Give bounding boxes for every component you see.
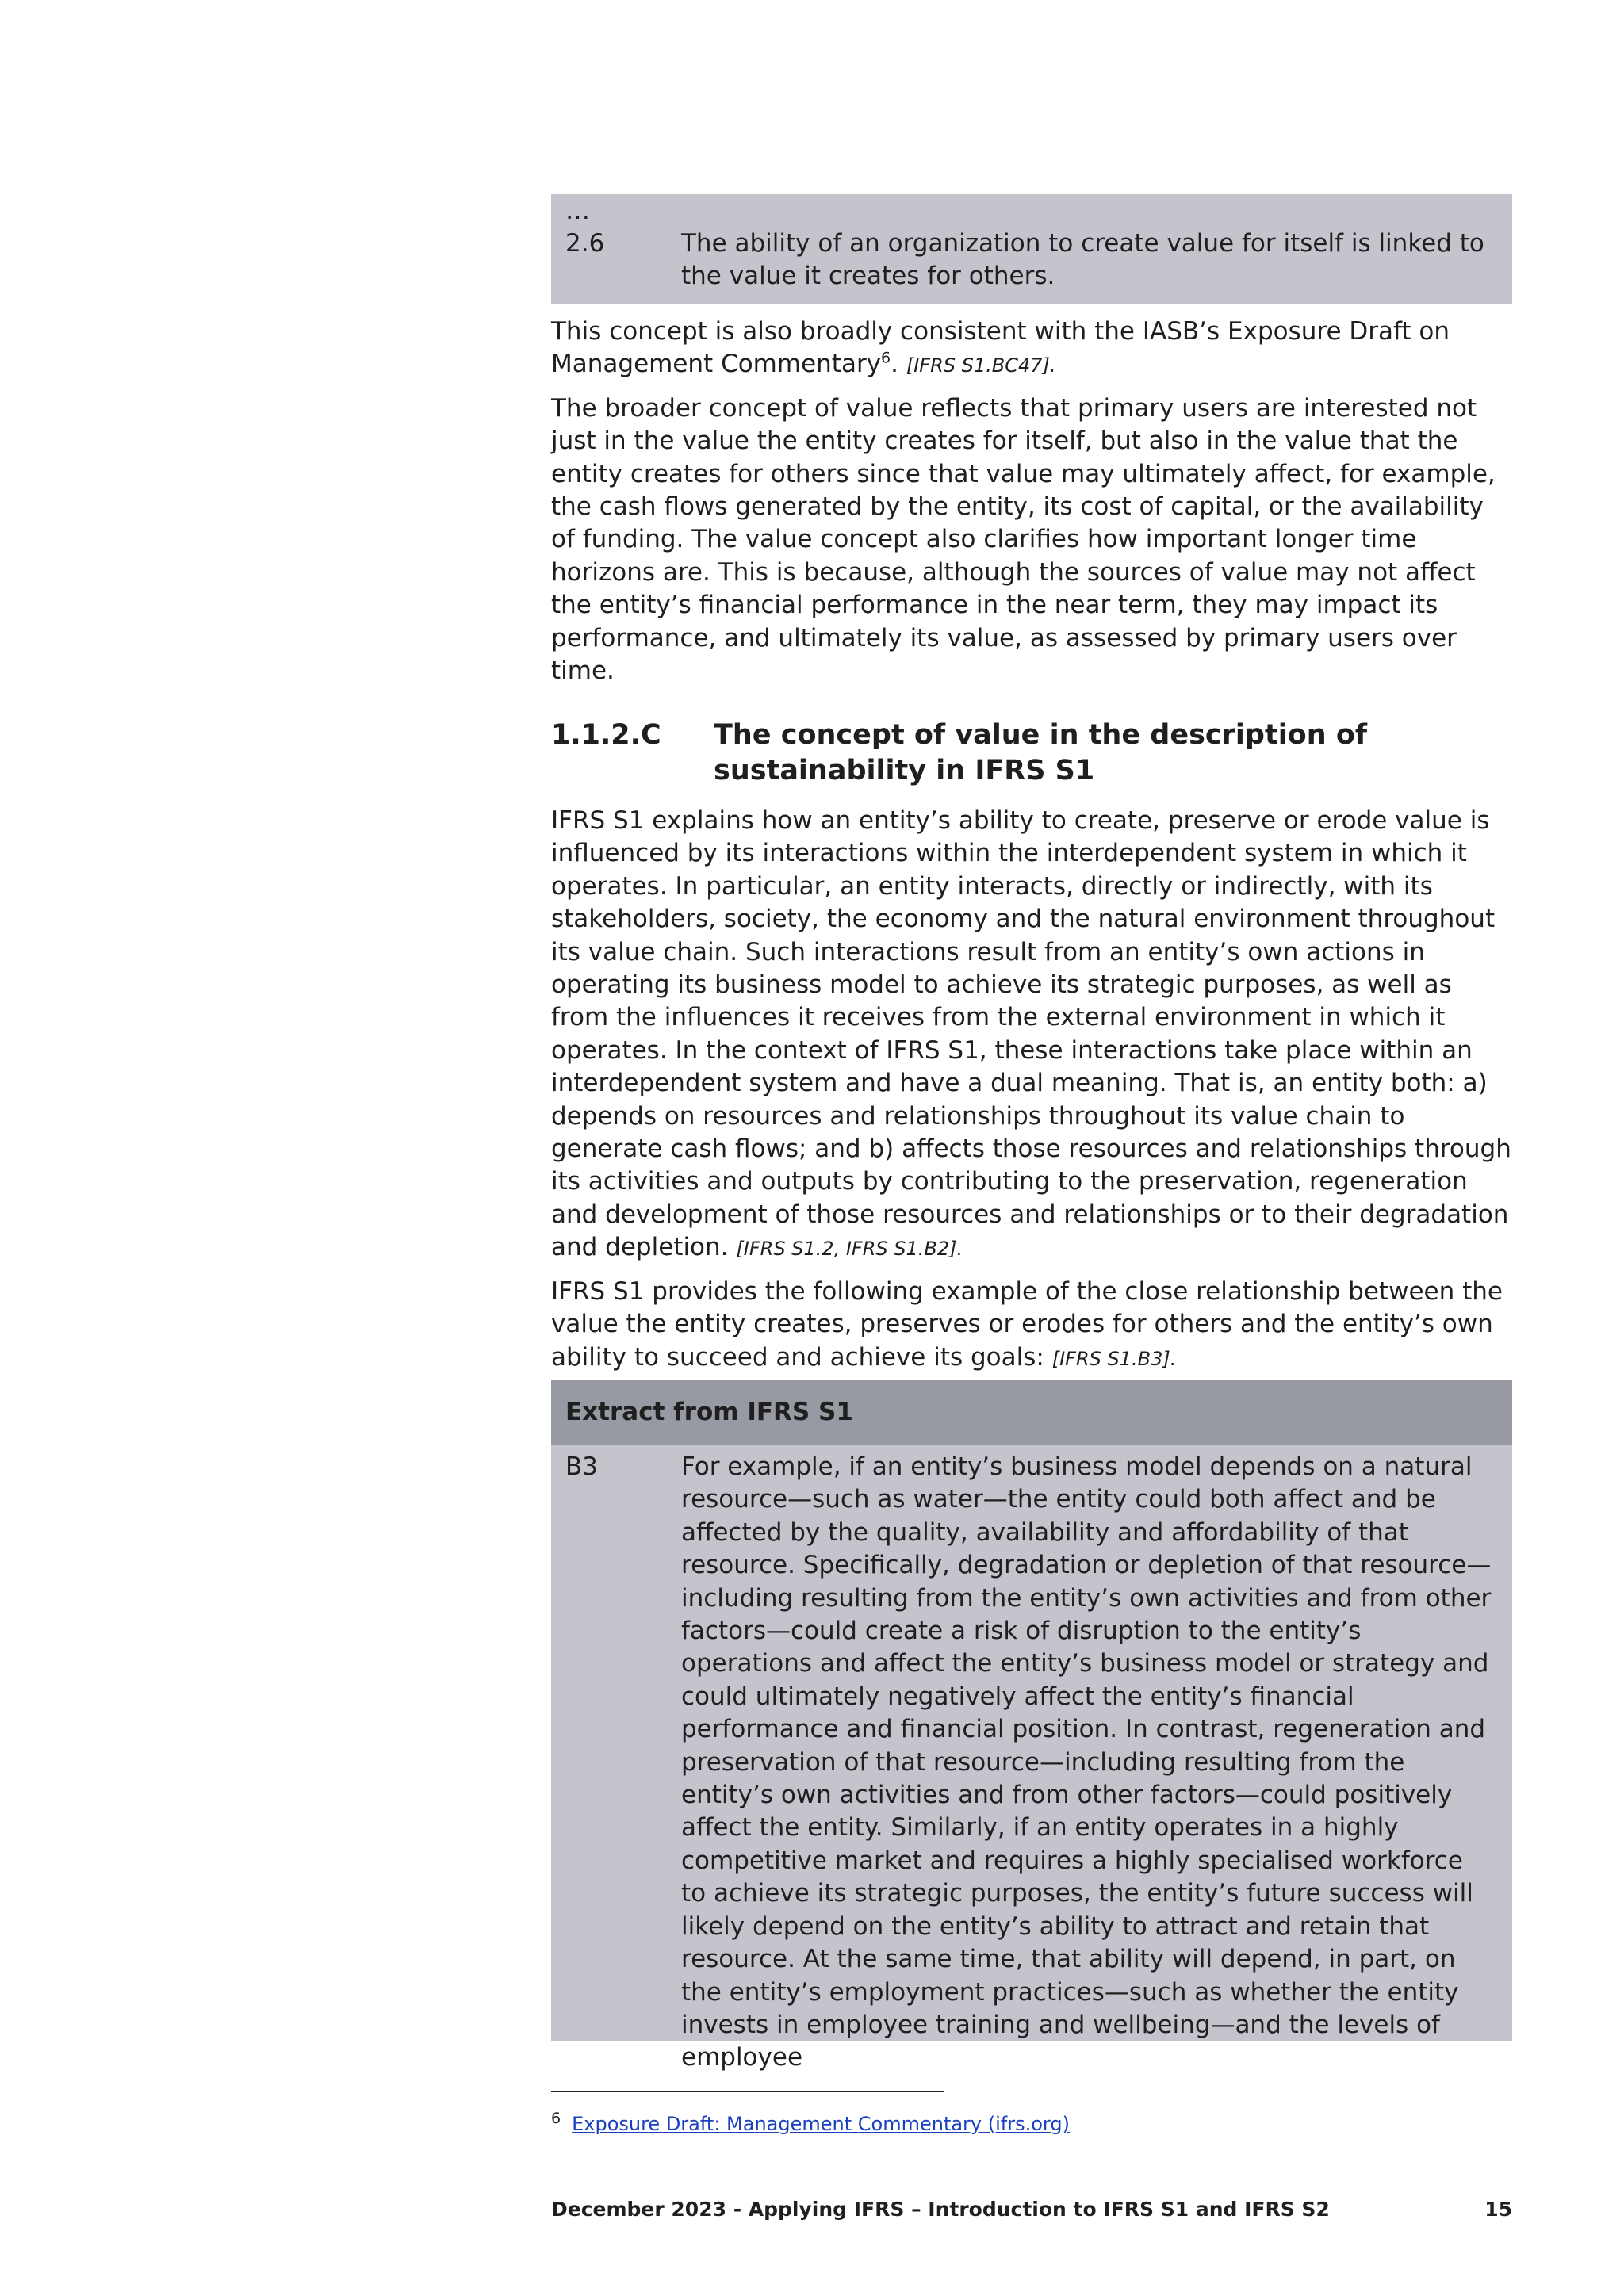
footnote-marker[interactable]: 6: [881, 350, 891, 368]
paragraph-number: B3: [565, 1452, 598, 1481]
reference-citation: [IFRS S1.B3].: [1051, 1347, 1177, 1370]
reference-citation: [IFRS S1.2, IFRS S1.B2].: [736, 1238, 963, 1261]
body-text-block: [551, 316, 1512, 687]
section-title: The concept of value in the description of sustainability in IFRS S1: [714, 719, 1368, 786]
paragraph-4-text: IFRS S1 provides the following example of the close relationship between the value the entity creates, preserves or erodes for others and the entity’s own ability to succeed and achieve its goals:: [551, 1276, 1503, 1372]
paragraph-1-text: This concept is also broadly consistent with the IASB’s Exposure Draft on Management Commentary: [551, 317, 1450, 379]
section-heading: [551, 718, 1512, 789]
paragraph-1: [551, 316, 1512, 383]
extract-header: Extract from IFRS S1: [551, 1380, 1512, 1445]
paragraph-4: [551, 1276, 1512, 1376]
footnote: [551, 2112, 1070, 2136]
paragraph-number: 2.6: [565, 229, 605, 258]
extract-paragraph: [565, 1451, 1495, 2075]
extract-body: [551, 1445, 1512, 2072]
footnote-link[interactable]: Exposure Draft: Management Commentary (ifrs.org): [572, 2113, 1070, 2135]
paragraph-text: For example, if an entity’s business model depends on a natural resource—such as water—the entity could both affect and be affected by the quality, availability and affordability of that resource. Specifically, degradation or depletion of that resource—including resulting from the entity’s own activities and from other factors—could create a risk of disruption to the entity’s operations and affect the entity’s business model or strategy and could ultimately negatively affect the entity’s financial performance and financial position. In contrast, regeneration and preservation of that resource—including resulting from the entity’s own activities and from other factors—could positively affect the entity. Similarly, if an entity operates in a highly competitive market and requires a highly specialised workforce to achieve its strategic purposes, the entity’s future success will likely depend on the entity’s ability to attract and retain that resource. At the same time, that ability will depend, in part, on the entity’s employment practices—such as whether the entity invests in employee training and wellbeing—and the levels of employee: [681, 1452, 1492, 2072]
paragraph-1-period: .: [891, 350, 898, 379]
paragraph-2: The broader concept of value reflects that primary users are interested not just in the value the entity creates for itself, but also in the value that the entity creates for others since that value may ultimately affect, for example, the cash flows generated by the entity, its cost of capital, or the availability of funding. The value concept also clarifies how important longer time horizons are. This is because, although the sources of value may not affect the entity’s financial performance in the near term, they may impact its performance, and ultimately its value, as assessed by primary users over time.: [551, 393, 1496, 686]
footer-title: December 2023 - Applying IFRS – Introduction to IFRS S1 and IFRS S2: [551, 2198, 1330, 2221]
section-body: [551, 805, 1512, 1376]
footnote-divider: [551, 2091, 944, 2092]
quoted-paragraph: [565, 228, 1495, 293]
ellipsis: …: [565, 197, 590, 225]
paragraph-text: The ability of an organization to create value for itself is linked to the value it creates for others.: [681, 229, 1484, 290]
extract-box: [551, 1380, 1512, 2072]
quote-box: [551, 194, 1512, 304]
footnote-number: 6: [551, 2110, 561, 2127]
page-footer: [551, 2198, 1512, 2221]
reference-citation: [IFRS S1.BC47].: [906, 354, 1056, 377]
page-number: 15: [1484, 2198, 1512, 2221]
paragraph-3: [551, 805, 1512, 1266]
section-number: 1.1.2.C: [551, 719, 661, 751]
paragraph-3-text: IFRS S1 explains how an entity’s ability to create, preserve or erode value is influenced by its interactions within the interdependent system in which it operates. In particular, an entity interacts, directly or indirectly, with its stakeholders, society, the economy and the natural environment throughout its value chain. Such interactions result from an entity’s own actions in operating its business model to achieve its strategic purposes, as well as from the influences it receives from the external environment in which it operates. In the context of IFRS S1, these interactions take place within an interdependent system and have a dual meaning. That is, an entity both: a) depends on resources and relationships throughout its value chain to generate cash flows; and b) affects those resources and relationships through its activities and outputs by contributing to the preservation, regeneration and development of those resources and relationships or to their degradation and depletion.: [551, 806, 1511, 1262]
